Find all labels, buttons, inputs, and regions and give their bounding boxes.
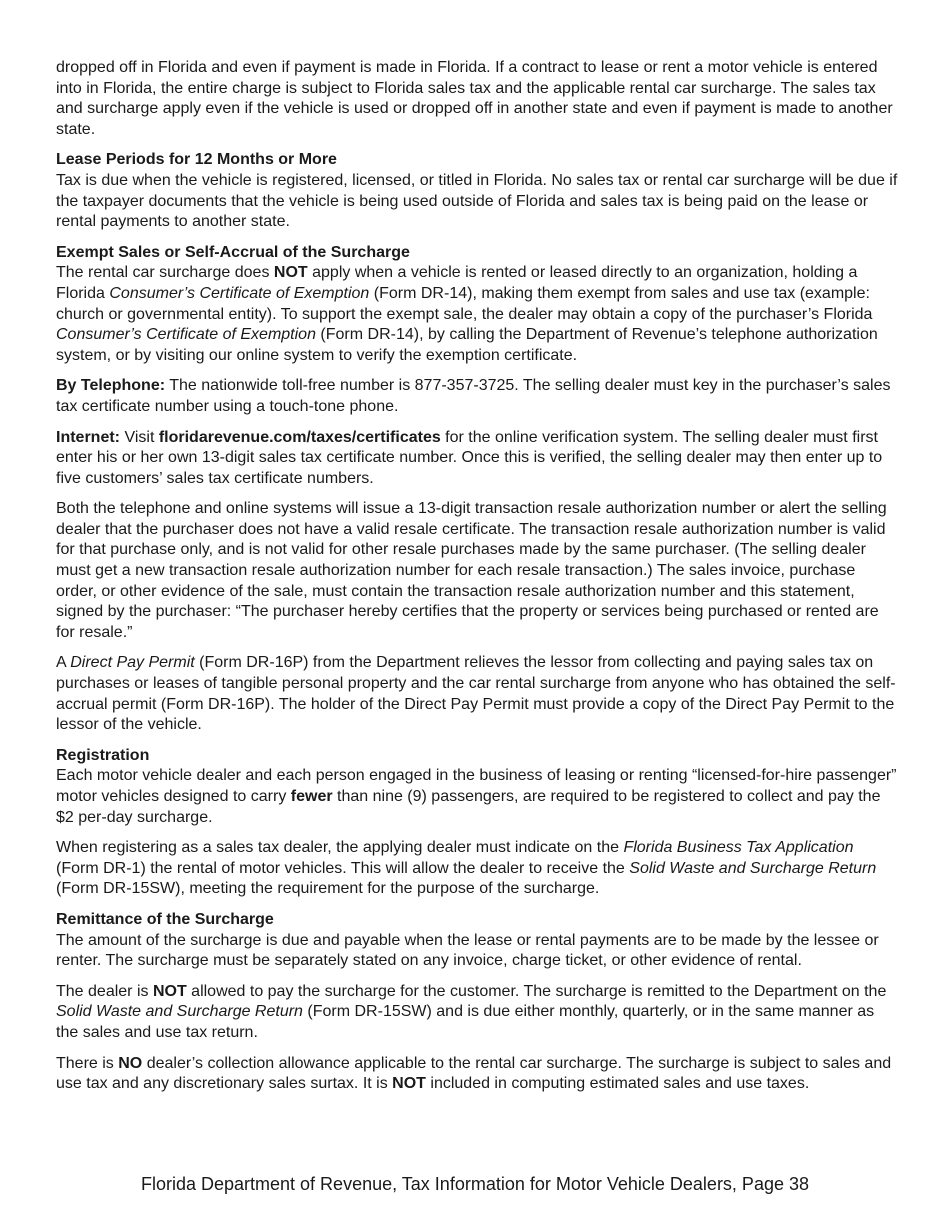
lease-heading: Lease Periods for 12 Months or More	[56, 151, 337, 169]
remittance-section	[56, 910, 898, 972]
internet-label: Internet:	[56, 428, 120, 446]
registration-paragraph-2: When registering as a sales tax dealer, the applying dealer must indicate on the Florida Business Tax Application (Form DR-1) the rental of motor vehicles. This will allow the dealer to receive the Solid Waste and Surcharge Return (Form DR-15SW), meeting the requirement for the purpose of the surcharge.	[56, 839, 877, 898]
verification-url: floridarevenue.com/taxes/certificates	[158, 428, 441, 446]
exempt-section	[56, 243, 898, 367]
remittance-paragraph: The amount of the surcharge is due and payable when the lease or rental payments are to be made by the lessee or renter. The surcharge must be separately stated on any invoice, charge ticket, or other evidence of rental.	[56, 931, 879, 970]
exempt-heading: Exempt Sales or Self-Accrual of the Surcharge	[56, 243, 410, 261]
exempt-paragraph: The rental car surcharge does NOT apply when a vehicle is rented or leased directly to an organization, holding a Florida Consumer’s Certificate of Exemption (Form DR-14), making them exempt from sales and use tax (example: church or governmental entity). To support the exempt sale, the dealer may obtain a copy of the purchaser’s Florida Consumer’s Certificate of Exemption (Form DR-14), by calling the Department of Revenue’s telephone authorization system, or by visiting our online system to verify the exemption certificate.	[56, 264, 878, 364]
telephone-paragraph: By Telephone: The nationwide toll-free number is 877-357-3725. The selling dealer must key in the purchaser’s sales tax certificate number using a touch-tone phone.	[56, 377, 891, 415]
page-footer: Florida Department of Revenue, Tax Information for Motor Vehicle Dealers, Page 38	[140, 1174, 809, 1194]
internet-paragraph: Internet: Visit floridarevenue.com/taxes/certificates for the online verification system. The selling dealer must first enter his or her own 13-digit sales tax certificate number. Once this is verified, the selling dealer may then enter up to five customers’ sales tax certificate numbers.	[56, 428, 883, 487]
telephone-label: By Telephone:	[56, 377, 166, 395]
registration-paragraph: Each motor vehicle dealer and each person engaged in the business of leasing or renting “licensed-for-hire passenger” motor vehicles designed to carry fewer than nine (9) passengers, are required to be registered to collect and pay the $2 per-day surcharge.	[56, 767, 897, 826]
direct-pay-paragraph: A Direct Pay Permit (Form DR-16P) from the Department relieves the lessor from collecting and paying sales tax on purchases or leases of tangible personal property and the car rental surcharge from anyone who has obtained the self-accrual permit (Form DR-16P). The holder of the Direct Pay Permit must provide a copy of the Direct Pay Permit to the lessor of the vehicle.	[56, 654, 896, 734]
intro-paragraph: dropped off in Florida and even if payment is made in Florida. If a contract to lease or rent a motor vehicle is entered into in Florida, the entire charge is subject to Florida sales tax and the applicable rental car surcharge. The sales tax and surcharge apply even if the vehicle is used or dropped off in another state and even if payment is made to another state.	[56, 59, 893, 138]
resale-authorization-paragraph: Both the telephone and online systems will issue a 13-digit transaction resale authorization number or alert the selling dealer that the purchaser does not have a valid resale certificate. The transaction resale authorization number is valid for that purchase only, and is not valid for other resale purchases made by the same purchaser. (The selling dealer must get a new transaction resale authorization number for each resale transaction.) The sales invoice, purchase order, or other evidence of the sale, must contain the transaction resale authorization number and this statement, signed by the purchaser: “The purchaser hereby certifies that the property or services being purchased or rented are for resale.”	[56, 500, 887, 641]
lease-section	[56, 150, 898, 232]
lease-paragraph: Tax is due when the vehicle is registered, licensed, or titled in Florida. No sales tax or rental car surcharge will be due if the taxpayer documents that the vehicle is being used outside of Florida and sales tax is being paid on the lease or rental payments to another state.	[56, 171, 898, 231]
remittance-heading: Remittance of the Surcharge	[56, 910, 274, 928]
remittance-paragraph-3: There is NO dealer’s collection allowance applicable to the rental car surcharge. The surcharge is subject to sales and use tax and any discretionary sales surtax. It is NOT included in computing estimated sales and use taxes.	[56, 1054, 892, 1093]
registration-heading: Registration	[56, 746, 150, 764]
document-body	[56, 58, 898, 1105]
registration-section	[56, 746, 898, 828]
remittance-paragraph-2: The dealer is NOT allowed to pay the surcharge for the customer. The surcharge is remitted to the Department on the Solid Waste and Surcharge Return (Form DR-15SW) and is due either monthly, quarterly, or in the same manner as the sales and use tax return.	[56, 982, 887, 1041]
